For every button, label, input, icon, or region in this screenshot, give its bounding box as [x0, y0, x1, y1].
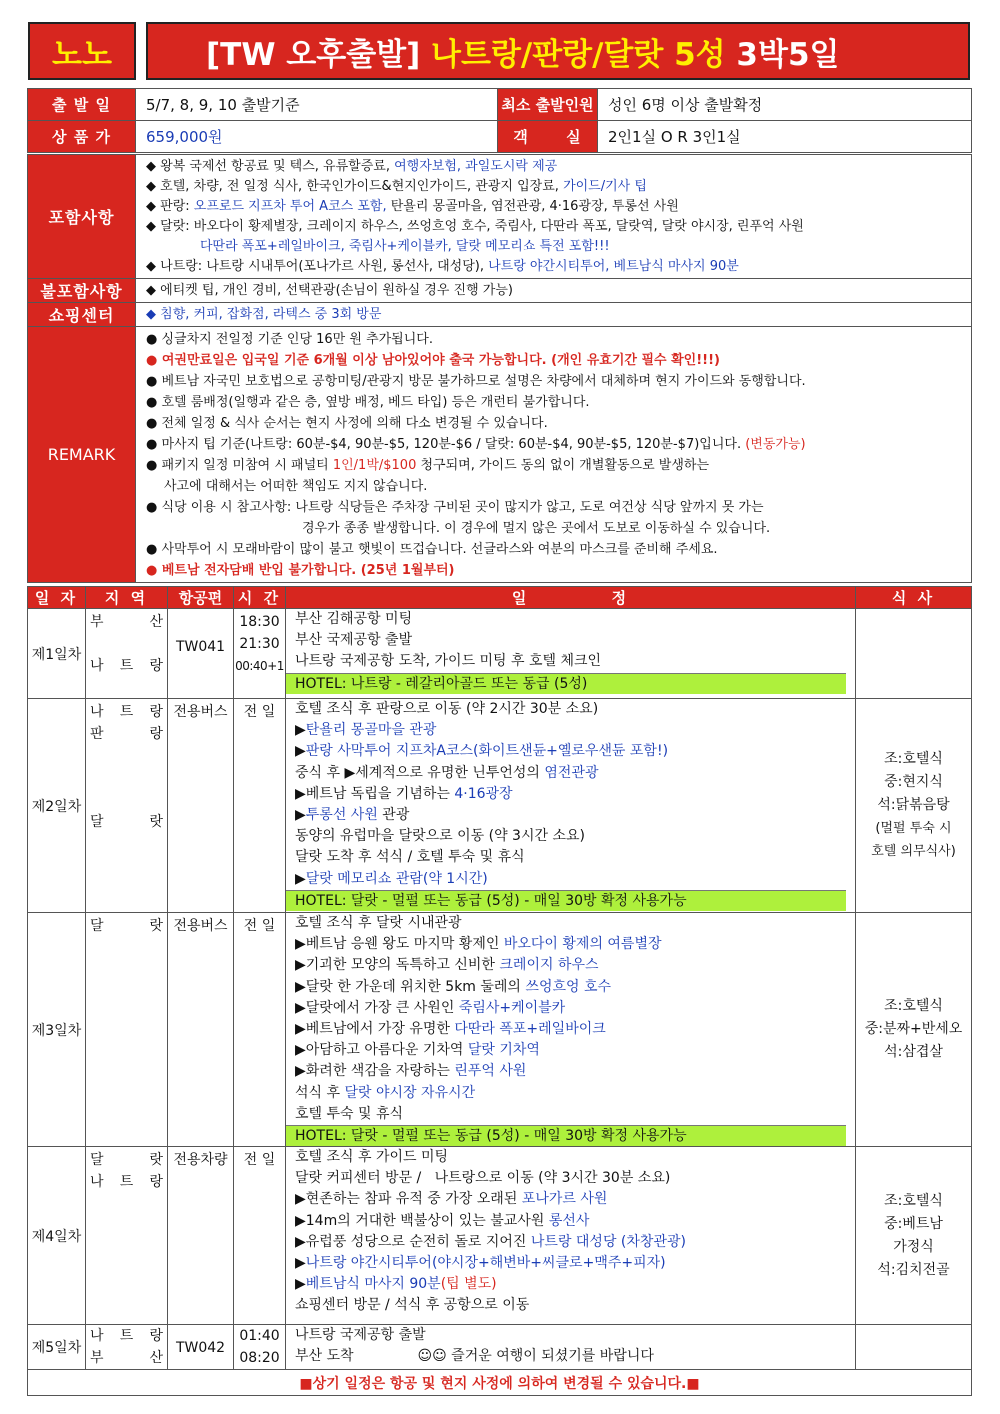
remark-line: ● 식당 이용 시 참고사항: 나트랑 식당들은 주차장 구비된 곳이 많지가 않고, 도로 여건상 식당 앞까지 못 가는 [146, 500, 764, 515]
schedule-cell: 나트랑 국제공항 출발 부산 도착 ☺☺ 즐거운 여행이 되셨기를 바랍니다 [286, 1325, 856, 1370]
header-day: 일 자 [28, 587, 86, 609]
region-cell: 달 랏 [86, 913, 168, 1147]
header-meals: 식 사 [856, 587, 972, 609]
header-schedule: 일 정 [286, 587, 856, 609]
remark-label: REMARK [28, 327, 136, 583]
flight-cell: 전용차량 [168, 1147, 234, 1325]
day-label: 제2일차 [28, 699, 86, 913]
included-line: ◆ 호텔, 차량, 전 일정 식사, 한국인가이드&현지인가이드, 관광지 입장료, 가이드/기사 팁 [146, 179, 647, 194]
room-value: 2인1실 O R 3인1실 [598, 121, 972, 153]
price-value: 659,000원 [136, 121, 498, 153]
included-line: ◆ 판랑: 오프로드 지프차 투어 A코스 포함, 탄욜리 몽골마을, 염전관광, 4·16광장, 투롱선 사원 [146, 199, 679, 214]
time-cell: 전 일 [234, 913, 286, 1147]
table-row [28, 1147, 972, 1325]
meal-cell: 조:호텔식 중:분짜+반세오 석:삼겹살 [856, 913, 972, 1147]
region-cell: 달 랏 나 트 랑 [86, 1147, 168, 1325]
hotel-bar: HOTEL: 달랏 - 멀펄 또는 동급 (5성) - 매일 30방 확정 사용가능 [286, 1125, 846, 1146]
room-label: 객 실 [498, 121, 598, 153]
hotel-bar: HOTEL: 나트랑 - 레갈리아골드 또는 동급 (5성) [286, 673, 846, 694]
included-content [136, 155, 972, 279]
remark-content [136, 327, 972, 583]
schedule-cell: 호텔 조식 후 가이드 미팅 달랏 커피센터 방문 / 나트랑으로 이동 (약 3시간 30분 소요) ▶현존하는 참파 유적 중 가장 오래된 포나가르 사원 ▶14m의 거대한 백불상이 있는 불교사원 롱선사 ▶유럽풍 성당으로 순전히 돌로 지어진 나트랑 대성당 (차창관광) ▶나트랑 야간시티투어(야시장+해변바+씨클로+맥주+피자) ▶베트남식 마사지 90분(팁 별도) 쇼핑센터 방문 / 석식 후 공항으로 이동 [286, 1147, 856, 1325]
meal-cell: 조:호텔식 중:현지식 석:닭볶음탕 (멀펄 투숙 시 호텔 의무식사) [856, 699, 972, 913]
region-cell: 나 트 랑 판 랑 달 랏 [86, 699, 168, 913]
excluded-content: ◆ 에티켓 팁, 개인 경비, 선택관광(손님이 원하실 경우 진행 가능) [136, 279, 972, 303]
remark-line: ● 패키지 일정 미참여 시 패널티 1인/1박/$100 청구되며, 가이드 동의 없이 개별활동으로 발생하는 [146, 458, 710, 473]
remark-line: ● 싱글차지 전일정 기준 인당 16만 원 추가됩니다. [146, 332, 433, 347]
included-line: ◆ 나트랑: 나트랑 시내투어(포나가르 사원, 롱선사, 대성당), 나트랑 야간시티투어, 베트남식 마사지 90분 [146, 259, 739, 274]
departure-label: 출 발 일 [28, 89, 136, 121]
day-label: 제5일차 [28, 1325, 86, 1370]
included-line: ◆ 왕복 국제선 항공료 및 텍스, 유류할증료, 여행자보험, 과일도시락 제공 [146, 159, 558, 174]
time-cell: 전 일 [234, 699, 286, 913]
remark-line: ● 베트남 자국민 보호법으로 공항미팅/관광지 방문 불가하므로 설명은 차량에서 대체하며 현지 가이드와 동행합니다. [146, 374, 806, 389]
day-label: 제4일차 [28, 1147, 86, 1325]
remark-line: ● 사막투어 시 모래바람이 많이 불고 햇빛이 뜨겁습니다. 선글라스와 여분의 마스크를 준비해 주세요. [146, 542, 718, 557]
header-time: 시 간 [234, 587, 286, 609]
title-prefix: [TW 오후출발] [206, 36, 432, 73]
price-label: 상 품 가 [28, 121, 136, 153]
info-table [27, 88, 972, 153]
remark-line: ● 전체 일정 & 식사 순서는 현지 사정에 의해 다소 변경될 수 있습니다. [146, 416, 548, 431]
schedule-table [27, 586, 972, 1396]
table-row [28, 699, 972, 913]
remark-line: ● 베트남 전자담배 반입 불가합니다. (25년 1월부터) [146, 563, 455, 578]
remark-line: 사고에 대해서는 어떠한 책임도 지지 않습니다. [164, 479, 428, 494]
day-label: 제1일차 [28, 609, 86, 699]
details-table [27, 154, 972, 583]
remark-line: 경우가 종종 발생합니다. 이 경우에 멀지 않은 곳에서 도보로 이동하실 수 있습니다. [302, 521, 771, 536]
region-cell: 나 트 랑 부 산 [86, 1325, 168, 1370]
schedule-cell: 호텔 조식 후 판랑으로 이동 (약 2시간 30분 소요) ▶탄욜리 몽골마을 관광 ▶판랑 사막투어 지프차A코스(화이트샌듄+옐로우샌듄 포함!) 중식 후 ▶세계적으로 유명한 닌투언성의 염전관광 ▶베트남 독립을 기념하는 4·16광장 ▶투롱선 사원 관광 동양의 유럽마을 달랏으로 이동 (약 3시간 소요) 달랏 도착 후 석식 / 호텔 투숙 및 휴식 ▶달랏 메모리쇼 관람(약 1시간) HOTEL: 달랏 - 멀펄 또는 동급 (5성) - 매일 30방 확정 사용가능 [286, 699, 856, 913]
schedule-cell: 부산 김해공항 미팅 부산 국제공항 출발 나트랑 국제공항 도착, 가이드 미팅 후 호텔 체크인 HOTEL: 나트랑 - 레갈리아골드 또는 동급 (5성) [286, 609, 856, 699]
header-flight: 항공편 [168, 587, 234, 609]
table-row [28, 1325, 972, 1370]
hotel-bar: HOTEL: 달랏 - 멀펄 또는 동급 (5성) - 매일 30방 확정 사용가능 [286, 890, 846, 911]
flight-cell: TW042 [168, 1325, 234, 1370]
brand-label: 노노 [52, 36, 112, 73]
footer-notice: ■상기 일정은 항공 및 현지 사정에 의하여 변경될 수 있습니다.■ [28, 1370, 972, 1396]
remark-line: ● 여권만료일은 입국일 기준 6개월 이상 남아있어야 출국 가능합니다. (개인 유효기간 필수 확인!!!) [146, 353, 720, 368]
remark-line: ● 마사지 팁 기준(나트랑: 60분-$4, 90분-$5, 120분-$6 / 달랏: 60분-$4, 90분-$5, 120분-$7)입니다. (변동가능) [146, 437, 806, 452]
flight-cell: 전용버스 [168, 913, 234, 1147]
title-box [146, 22, 970, 80]
meal-cell [856, 1325, 972, 1370]
included-label: 포함사항 [28, 155, 136, 279]
included-line: ◆ 달랏: 바오다이 황제별장, 크레이지 하우스, 쓰엉흐엉 호수, 죽림사, 다딴라 폭포, 달랏역, 달랏 야시장, 린푸억 사원 [146, 219, 804, 234]
min-people-value: 성인 6명 이상 출발확정 [598, 89, 972, 121]
included-line: 다딴라 폭포+레일바이크, 죽림사+케이블카, 달랏 메모리쇼 특전 포함!!! [200, 239, 610, 254]
departure-value: 5/7, 8, 9, 10 출발기준 [136, 89, 498, 121]
title-destination: 나트랑/판랑/달랏 5성 [431, 36, 737, 73]
brand-box [28, 22, 136, 80]
time-cell: 01:40 08:20 [234, 1325, 286, 1370]
shopping-label: 쇼핑센터 [28, 303, 136, 327]
flight-cell: 전용버스 [168, 699, 234, 913]
flight-cell: TW041 [168, 609, 234, 699]
time-cell: 18:30 21:30 00:40+1 [234, 609, 286, 699]
day-label: 제3일차 [28, 913, 86, 1147]
region-cell: 부 산 나 트 랑 [86, 609, 168, 699]
remark-line: ● 호텔 룸배정(일행과 같은 층, 옆방 배정, 베드 타입) 등은 개런티 불가합니다. [146, 395, 590, 410]
title-duration: 3박5일 [736, 36, 840, 73]
shopping-content: ◆ 침향, 커피, 잡화점, 라텍스 중 3회 방문 [136, 303, 972, 327]
table-row [28, 913, 972, 1147]
schedule-cell: 호텔 조식 후 달랏 시내관광 ▶베트남 응웬 왕도 마지막 황제인 바오다이 황제의 여름별장 ▶기괴한 모양의 독특하고 신비한 크레이지 하우스 ▶달랏 한 가운데 위치한 5km 둘레의 쓰엉흐엉 호수 ▶달랏에서 가장 큰 사원인 죽림사+케이블카 ▶베트남에서 가장 유명한 다딴라 폭포+레일바이크 ▶아담하고 아름다운 기차역 달랏 기차역 ▶화려한 색감을 자랑하는 린푸억 사원 석식 후 달랏 야시장 자유시간 호텔 투숙 및 휴식 HOTEL: 달랏 - 멀펄 또는 동급 (5성) - 매일 30방 확정 사용가능 [286, 913, 856, 1147]
meal-cell: 조:호텔식 중:베트남 가정식 석:김치전골 [856, 1147, 972, 1325]
time-cell: 전 일 [234, 1147, 286, 1325]
header-region: 지 역 [86, 587, 168, 609]
excluded-label: 불포함사항 [28, 279, 136, 303]
min-people-label: 최소 출발인원 [498, 89, 598, 121]
meal-cell [856, 609, 972, 699]
table-row [28, 609, 972, 699]
